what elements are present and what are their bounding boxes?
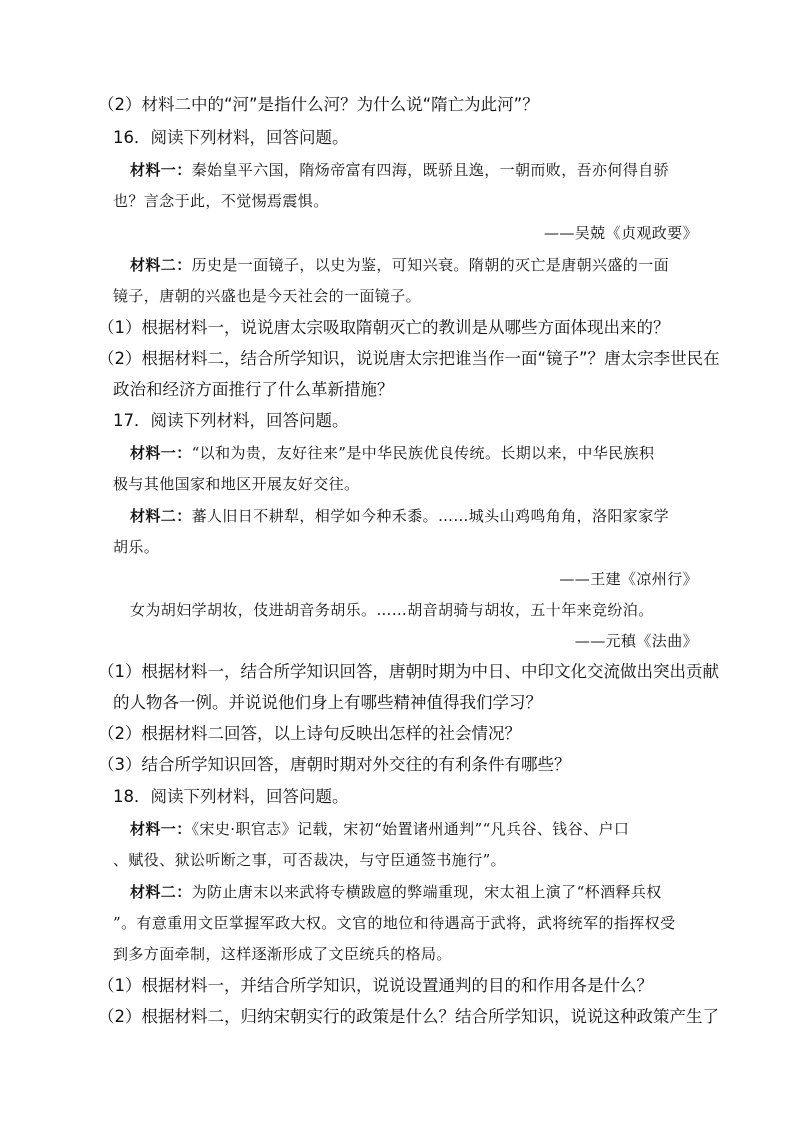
material-text: 《宋史·职官志》记载，宋初“始置诸州通判”“凡兵谷、钱谷、户口 — [191, 820, 630, 838]
q17-material-2-poem: 女为胡妇学胡妆，伎进胡音务胡乐。……胡音胡骑与胡妆，五十年来竞纷泊。 — [130, 601, 654, 619]
q17-material-1-cont: 极与其他国家和地区开展友好交往。 — [113, 475, 360, 493]
material-label: 材料二： — [130, 507, 192, 525]
q17-material-2-cont: 胡乐。 — [113, 538, 160, 556]
question-18-part-1: （1）根据材料一，并结合所学知识，说说设置通判的目的和作用各是什么？ — [98, 976, 653, 995]
material-text: 历史是一面镜子，以史为鉴，可知兴衰。隋朝的灭亡是唐朝兴盛的一面 — [191, 256, 670, 274]
question-17-part-3: （3）结合所学知识回答，唐朝时期对外交往的有利条件有哪些？ — [98, 755, 571, 774]
question-17-part-1-cont: 的人物各一例。并说说他们身上有哪些精神值得我们学习？ — [113, 693, 542, 712]
q18-material-2-cont-2: 到多方面牵制，这样逐渐形成了文臣统兵的格局。 — [113, 945, 452, 963]
q18-material-1-cont: 、赋役、狱讼听断之事，可否裁决，与守臣通签书施行”。 — [113, 851, 507, 869]
material-label: 材料一： — [130, 444, 192, 462]
q17-material-2-source-2: ——元稹《法曲》 — [574, 632, 698, 650]
question-17-part-1: （1）根据材料一，结合所学知识回答，唐朝时期为中日、中印文化交流做出突出贡献 — [98, 662, 719, 681]
q16-material-1-cont: 也？言念于此，不觉惕焉震惧。 — [113, 192, 329, 210]
material-text: 秦始皇平六国，隋炀帝富有四海，既骄且逸，一朝而败，吾亦何得自骄 — [191, 161, 670, 179]
material-text: 蕃人旧日不耕犁，相学如今种禾黍。……城头山鸡鸣角角，洛阳家家学 — [191, 507, 670, 525]
q18-material-2 — [130, 882, 662, 902]
question-17-part-2: （2）根据材料二回答，以上诗句反映出怎样的社会情况？ — [98, 724, 521, 743]
material-label: 材料一： — [130, 820, 192, 838]
q16-material-1 — [130, 160, 669, 180]
q16-material-2-cont: 镜子，唐朝的兴盛也是今天社会的一面镜子。 — [113, 287, 422, 305]
q17-material-2 — [130, 506, 669, 526]
question-18-heading: 18．阅读下列材料，回答问题。 — [113, 787, 349, 806]
material-text: “以和为贵，友好往来”是中华民族优良传统。长期以来，中华民族积 — [191, 444, 655, 462]
q17-material-2-source: ——王建《凉州行》 — [559, 570, 698, 588]
q16-material-2 — [130, 255, 669, 275]
material-label: 材料二： — [130, 883, 192, 901]
question-16-heading: 16．阅读下列材料，回答问题。 — [113, 128, 349, 147]
q16-material-1-source: ——吴兢《贞观政要》 — [543, 224, 698, 242]
question-16-part-2-cont: 政治和经济方面推行了什么革新措施？ — [113, 380, 394, 399]
material-label: 材料一： — [130, 161, 192, 179]
material-text: 为防止唐末以来武将专横跋扈的弊端重现，宋太祖上演了“杯酒释兵权 — [191, 883, 662, 901]
question-18-part-2: （2）根据材料二，归纳宋朝实行的政策是什么？结合所学知识，说说这种政策产生了 — [98, 1007, 719, 1026]
question-15-part-2: （2）材料二中的“河”是指什么河？为什么说“隋亡为此河”？ — [98, 95, 539, 114]
question-16-part-2: （2）根据材料二，结合所学知识，说说唐太宗把谁当作一面“镜子”？唐太宗李世民在 — [98, 349, 720, 368]
q17-material-1 — [130, 443, 654, 463]
material-label: 材料二： — [130, 256, 192, 274]
q18-material-1 — [130, 819, 629, 839]
question-16-part-1: （1）根据材料一，说说唐太宗吸取隋朝灭亡的教训是从哪些方面体现出来的？ — [98, 318, 670, 337]
question-17-heading: 17．阅读下列材料，回答问题。 — [113, 411, 349, 430]
q18-material-2-cont: ”。有意重用文臣掌握军政大权。文官的地位和待遇高于武将，武将统军的指挥权受 — [113, 914, 676, 932]
